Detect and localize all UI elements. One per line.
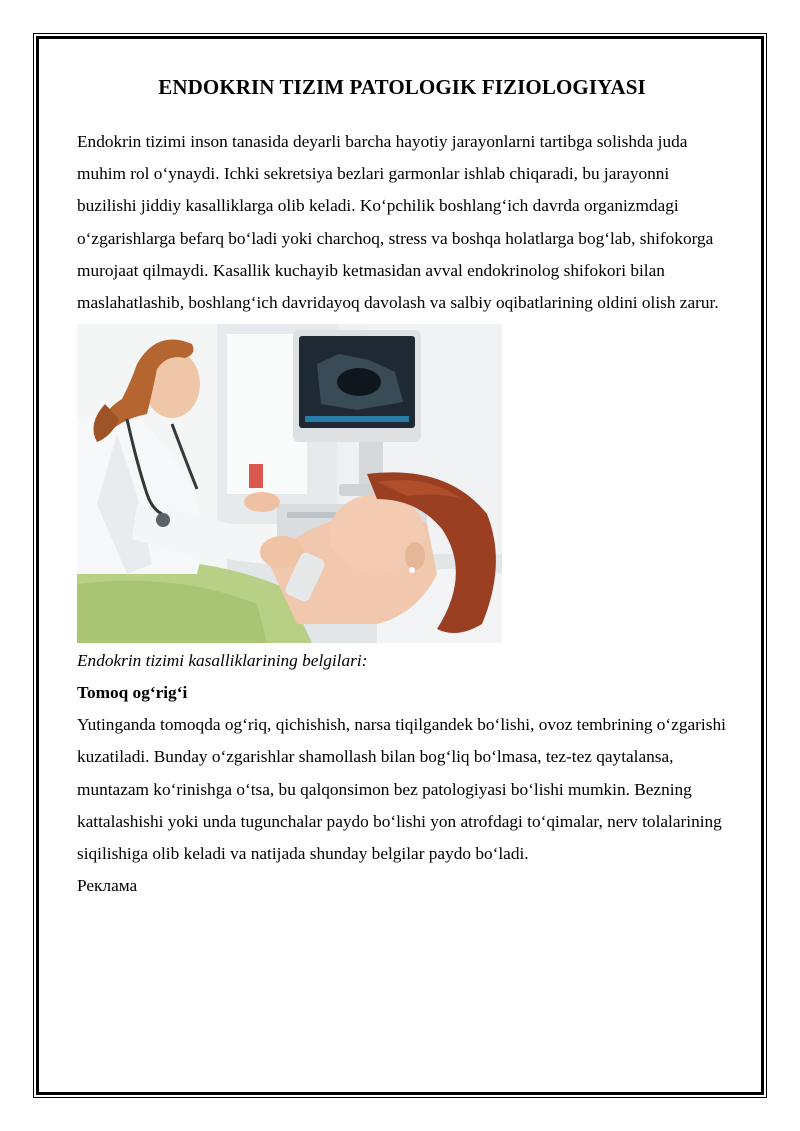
intro-paragraph: Endokrin tizimi inson tanasida deyarli barcha hayotiy jarayonlarni tartibga solishda juda muhim rol o‘ynaydi. Ichki sekretsiya bezlari garmonlar ishlab chiqaradi, bu jarayonni buzilishi jiddiy kasalliklarga olib keladi. Ko‘pchilik boshlang‘ich davrda organizmdagi o‘zgarishlarga befarq bo‘ladi yoki charchoq, stress va boshqa holatlarga bog‘lab, shifokorga murojaat qilmaydi. Kasallik kuchayib ketmasidan avval endokrinolog shifokori bilan maslahatlashib, boshlang‘ich davridayoq davolash va salbiy oqibatlarining oldini olish zarur. bbox=[77, 132, 719, 313]
image-caption: Endokrin tizimi kasalliklarining belgilari: bbox=[77, 651, 368, 671]
section-heading: Tomoq og‘rig‘i bbox=[77, 683, 188, 703]
body-paragraph: Yutinganda tomoqda og‘riq, qichishish, narsa tiqilgandek bo‘lishi, ovoz tembrining o‘zgarishi kuzatiladi. Bunday o‘zgarishlar shamollash bilan bog‘liq bo‘lmasa, tez-tez qaytalansa, muntazam ko‘rinishga o‘tsa, bu qalqonsimon bez patologiyasi bo‘lishi mumkin. Bezning kattalashishi yoki unda tugunchalar paydo bo‘lishi yon atrofdagi to‘qimalar, nerv tolalarining siqilishiga olib keladi va natijada shunday belgilar paydo bo‘ladi. bbox=[77, 715, 726, 864]
document-content bbox=[77, 70, 727, 902]
ultrasound-exam-photo bbox=[77, 324, 502, 643]
page-title: ENDOKRIN TIZIM PATOLOGIK FIZIOLOGIYASI bbox=[158, 75, 646, 99]
ad-label: Реклама bbox=[77, 876, 138, 896]
